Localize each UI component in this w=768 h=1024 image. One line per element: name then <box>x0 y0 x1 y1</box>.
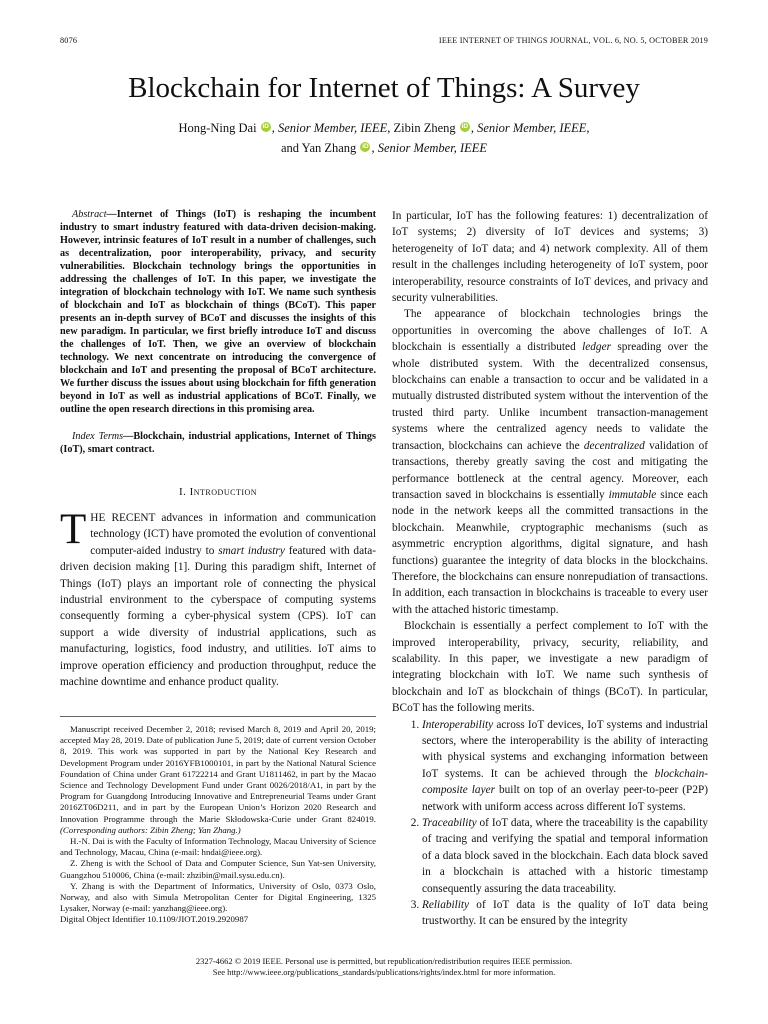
author-name: Yan Zhang <box>301 141 357 155</box>
abstract-text: —Internet of Things (IoT) is reshaping the incumbent industry to smart industry featured with data-driven decision-making. However, intrinsic features of IoT result in a number of challenges, such as decentralization, poor interoperability, privacy, and security vulnerabilities. Blockchain technology brings the opportunities in addressing the challenges of IoT. In this paper, we investigate the integration of blockchain technology with IoT. We name such synthesis of blockchain and IoT as blockchain of things (BCoT). This paper presents an in-depth survey of BCoT and discusses the insights of this new paradigm. In particular, we first briefly introduce IoT and discuss the challenges of IoT. Then, we give an overview of blockchain technology. We next concentrate on introducing the convergence of blockchain and IoT and presenting the proposal of BCoT architecture. We further discuss the issues about using blockchain for fifth generation beyond in IoT as well as industrial applications of BCoT. Finally, we outline the open research directions in this promising area. <box>60 209 376 415</box>
author-conjunction: and <box>280 141 299 155</box>
page-number: 8076 <box>60 36 78 45</box>
section-number: I. <box>178 486 187 498</box>
corresponding-authors: (Corresponding authors: Zibin Zheng; Yan Zhang.) <box>60 824 241 835</box>
footnote-manuscript <box>60 724 376 836</box>
merit-text: across IoT devices, IoT systems and industrial sectors, where the interoperability is the ability of interacting with physical systems and exchanging information between IoT systems. It can be achieved through the <box>422 718 708 780</box>
body-paragraph <box>392 306 708 618</box>
footnote-rule <box>60 716 376 717</box>
body-emphasis: immutable <box>608 488 657 501</box>
author-name: Hong-Ning Dai <box>178 121 257 135</box>
section-title: Introduction <box>189 486 258 498</box>
body-text: spreading over the whole distributed system. With the decentralized consensus, blockchains can enable a transaction to occur and be validated in a mutually distrusted distributed system without the intervention of the trusted third party. Unlike incumbent transaction-management systems where the centralized agency needs to validate the transaction, blockchains can achieve the <box>392 341 708 452</box>
author-name: Zibin Zheng <box>393 121 456 135</box>
orcid-icon[interactable]: iD <box>362 143 369 150</box>
author-role: Senior Member, IEEE <box>377 141 488 155</box>
body-text: The appearance of blockchain technologies brings the opportunities in overcoming the above challenges of IoT. A blockchain is essentially a distributed <box>392 308 708 354</box>
intro-emphasis: smart industry <box>218 544 285 557</box>
index-terms-text: —Blockchain, industrial applications, Internet of Things (IoT), smart contract. <box>60 431 376 455</box>
left-column <box>60 208 376 690</box>
intro-text: featured with data-driven decision making [1]. During this paradigm shift, Internet of Things (IoT) plays an important role of connecting the physical industrial environment to the cyberspace of computing systems consequently forming a cyber-physical system (CPS). IoT can support a wide diversity of industrial applications, such as manufacturing, logistics, food industry, and utilities. IoT aims to improve operation efficiency and production throughput, reduce the machine downtime and enhance product quality. <box>60 544 377 689</box>
section-heading <box>60 486 376 498</box>
right-column <box>392 208 708 930</box>
merit-term: Traceability <box>422 817 477 830</box>
footnotes <box>60 724 376 926</box>
list-item <box>422 897 708 930</box>
index-terms-label: Index Terms <box>72 431 124 442</box>
footnote-author-3: Y. Zhang is with the Department of Informatics, University of Oslo, 0373 Oslo, Norway, and also with Simula Metropolitan Center for Digital Engineering, 1325 Lysaker, Norway (e-mail: yanzhang@ieee.org). <box>60 880 376 914</box>
copyright-footer <box>0 956 768 978</box>
merit-term: Reliability <box>422 899 470 912</box>
orcid-icon[interactable]: iD <box>461 123 469 130</box>
body-emphasis: ledger <box>582 341 611 354</box>
drop-cap: T <box>60 506 87 553</box>
copyright-line: 2327-4662 © 2019 IEEE. Personal use is permitted, but republication/redistribution requires IEEE permission. <box>195 956 573 966</box>
merit-text: built on top of an overlay peer-to-peer (P2P) network with uniform access across different IoT systems. <box>422 784 709 813</box>
footnote-author-1: H.-N. Dai is with the Faculty of Information Technology, Macau University of Science and Technology, Macau, China (e-mail: hndai@ieee.org). <box>60 836 376 858</box>
author-role: Senior Member, IEEE <box>277 121 388 135</box>
intro-paragraph <box>60 506 377 690</box>
body-text: since each node in the network keeps all the committed transactions in the blockchain. Meanwhile, cryptographic mechanisms (such as asymmetric encryption algorithms, digital signature, and hash functions) guarantee the integrity of data blocks in the blockchains. Therefore, the blockchains can ensure nonrepudiation of transactions. In addition, each transaction in blockchains is traceable to every user with the attached historic timestamp. <box>392 488 708 616</box>
merits-list <box>392 717 708 930</box>
footnote-author-2: Z. Zheng is with the School of Data and Computer Science, Sun Yat-sen University, Guangzhou 510006, China (e-mail: zhzibin@mail.sysu.edu.cn). <box>60 858 376 880</box>
author-line-2: and Yan Zhang iD , Senior Member, IEEE <box>280 141 488 155</box>
paper-title: Blockchain for Internet of Things: A Survey <box>128 72 640 104</box>
body-paragraph: Blockchain is essentially a perfect complement to IoT with the improved interoperability, privacy, security, reliability, and scalability. In this paper, we investigate a new paradigm of integrating blockchain with IoT. We name such synthesis of blockchain and IoT as blockchain of things (BCoT). In particular, BCoT has the following merits. <box>392 620 708 715</box>
doi-line: Digital Object Identifier 10.1109/JIOT.2019.2920987 <box>60 914 249 925</box>
footnote-text: Manuscript received December 2, 2018; revised March 8, 2019 and April 20, 2019; accepted May 28, 2019. Date of publication June 5, 2019; date of current version October 8, 2019. This work was supported in part by the National Key Research and Development Program under 2016YFB1000101, in part by the National Natural Science Foundation of China under Grant 61722214 and Grant U1811462, in part by the Macao Science and Technology Development Fund under Grant 0026/2018/A1, in part by the Program for Guangdong Introducing Innovative and Entrepreneurial Teams under Grant 2016ZT06D211, and in part by the European Union’s Horizon 2020 Research and Innovation Programme through the Marie Skłodowska-Curie under Grant 824019. <box>60 724 376 824</box>
body-emphasis: decentralized <box>583 439 645 452</box>
list-item <box>422 815 708 897</box>
merit-emphasis: blockchain-composite layer <box>422 767 708 797</box>
body-text: validation of transactions, thereby greatly saving the cost and mitigating the performance bottleneck at the central agency. Moreover, each transaction saved in blockchains is essentially <box>392 439 708 501</box>
journal-header: IEEE INTERNET OF THINGS JOURNAL, VOL. 6, NO. 5, OCTOBER 2019 <box>438 36 708 45</box>
body-paragraph: In particular, IoT has the following features: 1) decentralization of IoT systems; 2) diversity of IoT devices and systems; 3) heterogeneity of IoT data; and 4) network complexity. All of them result in the challenges including heterogeneity of IoT system, poor interoperability, resource constraints of IoT devices, and privacy and security vulnerabilities. <box>392 210 708 305</box>
author-list <box>0 118 768 158</box>
merit-text: of IoT data, where the traceability is the capability of tracing and verifying the spatial and temporal information of a data block saved in the blockchain. Each data block saved in a blockchain is attached with a historic timestamp consequently assuring the data traceability. <box>422 817 708 895</box>
rights-link[interactable]: See http://www.ieee.org/publications_standards/publications/rights/index.html for more information. <box>212 967 556 977</box>
index-terms <box>60 430 376 456</box>
orcid-icon[interactable]: iD <box>262 123 269 130</box>
list-item <box>422 717 708 815</box>
abstract <box>60 208 376 416</box>
merit-text: of IoT data is the quality of IoT data being trustworthy. It can be ensured by the integrity <box>422 899 708 928</box>
intro-text: HE RECENT advances in information and communication technology (ICT) have promoted the evolution of conventional computer-aided industry to <box>90 512 376 557</box>
author-role: Senior Member, IEEE <box>477 121 587 135</box>
abstract-label: Abstract <box>72 209 107 220</box>
merit-term: Interoperability <box>422 718 494 731</box>
author-line-1: Hong-Ning Dai iD , Senior Member, IEEE, Zibin Zheng iD , Senior Member, IEEE, <box>178 121 590 135</box>
